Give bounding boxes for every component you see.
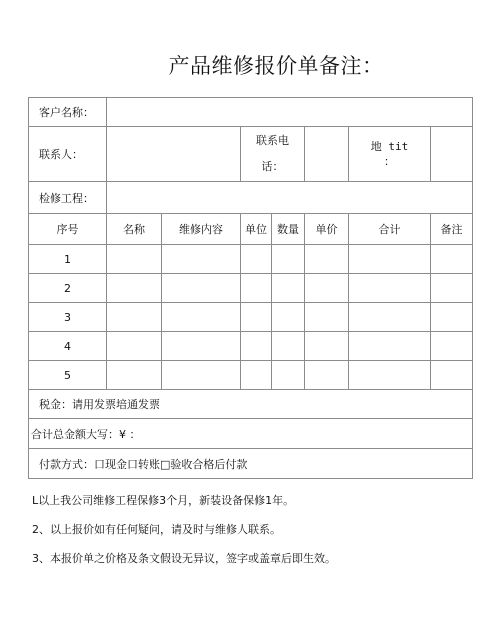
quote-table (28, 97, 473, 479)
project-label: 检修工程： (29, 182, 107, 214)
total-row (29, 419, 473, 449)
tel-label (241, 127, 305, 182)
item-content-cell[interactable] (162, 274, 241, 303)
item-qty-cell[interactable] (272, 245, 305, 274)
header-subtotal: 合计 (349, 214, 431, 245)
item-row (29, 245, 473, 274)
item-remark-cell[interactable] (431, 274, 473, 303)
customer-label: 客户名称： (29, 98, 107, 127)
item-price-cell[interactable] (305, 274, 349, 303)
header-remarks: 备注 (431, 214, 473, 245)
payment-row (29, 449, 473, 479)
item-unit-cell[interactable] (241, 303, 272, 332)
header-repair-content: 维修内容 (162, 214, 241, 245)
address-label (349, 127, 431, 182)
tel-label-line2: 话： (261, 160, 284, 173)
item-qty-cell[interactable] (272, 303, 305, 332)
item-index: 2 (29, 274, 107, 303)
item-unit-cell[interactable] (241, 274, 272, 303)
item-index: 4 (29, 332, 107, 361)
item-index: 1 (29, 245, 107, 274)
item-remark-cell[interactable] (431, 245, 473, 274)
item-qty-cell[interactable] (272, 274, 305, 303)
item-row (29, 274, 473, 303)
item-remark-cell[interactable] (431, 332, 473, 361)
note-item: 3、本报价单之价格及条文假设无异议，签字或盖章后即生效。 (32, 552, 336, 565)
contact-label: 联系人： (29, 127, 107, 182)
item-price-cell[interactable] (305, 361, 349, 390)
item-price-cell[interactable] (305, 332, 349, 361)
header-unit-price: 单价 (305, 214, 349, 245)
item-qty-cell[interactable] (272, 361, 305, 390)
item-price-cell[interactable] (305, 303, 349, 332)
project-field[interactable] (107, 182, 473, 214)
tel-label-line1: 联系电 (256, 134, 289, 147)
address-label-line2: ： (384, 155, 395, 168)
item-index: 3 (29, 303, 107, 332)
item-content-cell[interactable] (162, 361, 241, 390)
item-row (29, 332, 473, 361)
note-item: 2、以上报价如有任何疑问，请及时与维修人联系。 (32, 523, 281, 536)
item-total-cell[interactable] (349, 274, 431, 303)
item-unit-cell[interactable] (241, 361, 272, 390)
project-row (29, 182, 473, 214)
item-total-cell[interactable] (349, 303, 431, 332)
total-amount-text: 合计总金额大写：¥ ： (29, 419, 473, 449)
item-remark-cell[interactable] (431, 303, 473, 332)
header-unit: 单位 (241, 214, 272, 245)
header-quantity: 数量 (272, 214, 305, 245)
address-field[interactable] (431, 127, 473, 182)
item-total-cell[interactable] (349, 361, 431, 390)
header-index: 序号 (29, 214, 107, 245)
item-price-cell[interactable] (305, 245, 349, 274)
item-row (29, 303, 473, 332)
tax-row (29, 390, 473, 419)
item-remark-cell[interactable] (431, 361, 473, 390)
item-total-cell[interactable] (349, 245, 431, 274)
payment-method-text: 付款方式：口现金口转账□验收合格后付款 (29, 449, 473, 479)
address-label-line1: 地 tit (370, 140, 409, 153)
item-content-cell[interactable] (162, 303, 241, 332)
item-unit-cell[interactable] (241, 245, 272, 274)
quote-form (28, 97, 472, 479)
item-name-cell[interactable] (107, 332, 162, 361)
note-item: L以上我公司维修工程保修3个月，新装设备保修1年。 (32, 494, 295, 507)
item-content-cell[interactable] (162, 332, 241, 361)
customer-row (29, 98, 473, 127)
notes-section (32, 486, 472, 573)
item-qty-cell[interactable] (272, 332, 305, 361)
item-name-cell[interactable] (107, 303, 162, 332)
tax-text: 税金：请用发票培通发票 (29, 390, 473, 419)
item-name-cell[interactable] (107, 245, 162, 274)
item-content-cell[interactable] (162, 245, 241, 274)
item-name-cell[interactable] (107, 361, 162, 390)
document-title: 产品维修报价单备注： (168, 54, 384, 78)
contact-field[interactable] (107, 127, 241, 182)
contact-row (29, 127, 473, 182)
items-header-row (29, 214, 473, 245)
header-name: 名称 (107, 214, 162, 245)
item-total-cell[interactable] (349, 332, 431, 361)
item-name-cell[interactable] (107, 274, 162, 303)
tel-field[interactable] (305, 127, 349, 182)
customer-field[interactable] (107, 98, 473, 127)
item-row (29, 361, 473, 390)
item-index: 5 (29, 361, 107, 390)
item-unit-cell[interactable] (241, 332, 272, 361)
